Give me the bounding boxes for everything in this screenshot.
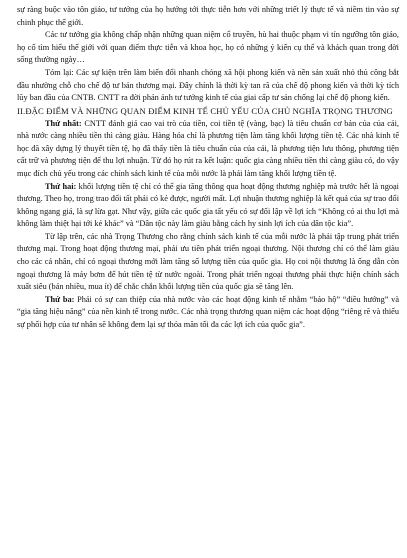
point-first-label: Thứ nhất: <box>45 118 82 128</box>
point-second: Thứ hai: khối lượng tiền tệ chỉ có thể gia tăng thông qua hoạt động thương nghiệp mà trước hết là ngoại thương. Theo họ, trong trao đổi tất phải có kẻ được, người mất. Lợi nhuận thương nghiệp là kết quả của sự trao đổi không ngang giá, là sự lừa gạt. Như vậy, giữa các quốc gia tất yếu có sự đối lập về lợi ích “Không có ai thu lợi mà không làm thiệt hại tới kẻ khác” và “Dân tộc này làm giàu bằng cách hy sinh lợi ích của dân tộc kia”. <box>17 181 399 229</box>
paragraph-thinkers: Các tư tưởng gia không chấp nhận những quan niệm cổ truyền, hù hai thuộc phạm vi tín ngưỡng tôn giáo, họ cố tìm hiểu thế giới với quan điểm thực tiễn và khoa học, họ có những ý kiến cụ thể và khách quan trong đời sống thường ngày… <box>17 30 399 65</box>
point-third-label: Thứ ba: <box>45 294 75 304</box>
paragraph-summary: Tóm lại: Các sự kiện trên làm biến đổi nhanh chóng xã hội phong kiến và nền sản xuất nhỏ thủ công bắt đầu nhường chỗ cho chế độ tư bản thương mại. Đây chính là thời kỳ tan rã của chế độ phong kiến và thời kỳ tích lũy ban đầu của CNTB. CNTT ra đời phản ánh tư tưởng kinh tế của giai cấp tư sản chống lại chế độ phong kiến. <box>17 67 399 103</box>
section-heading: II.ĐẶC ĐIỂM VÀ NHỮNG QUAN ĐIỂM KINH TẾ CHỦ YẾU CỦA CHỦ NGHĨA TRỌNG THƯƠNG <box>17 105 393 116</box>
point-first: Thứ nhất: CNTT đánh giá cao vai trò của tiền, coi tiền tệ (vàng, bạc) là tiêu chuẩn cơ bản của của cải, nhà nước càng nhiều tiền thì càng giàu. Hàng hóa chỉ là phương tiện làm tăng khối lượng tiền tệ. Các nhà kinh tế học đã xây dựng lý thuyết tiền tệ, họ đã thấy tiền là tiêu chuẩn của của cải, là phương tiện lưu thông, phương tiện cất trữ và phương tiện để thu lợi nhuận. Từ đó họ rút ra kết luận: quốc gia càng nhiều tiền thì càng giàu có, do vậy mục đích chủ yếu trong các chính sách kinh tế của mỗi nước là phải làm tăng khối lượng tiền tệ. <box>17 118 399 178</box>
point-second-label: Thứ hai: <box>45 181 77 191</box>
point-third: Thứ ba: Phải có sự can thiệp của nhà nước vào các hoạt động kinh tế nhằm “bảo hộ” “điều hướng” và “gia tăng hiệu năng” của nền kinh tế trong nước. Các nhà trọng thương quan niệm các hoạt động “riêng rẽ và thiếu sự phối hợp của tư nhân sẽ không đem lại sự thỏa mãn tối đa các lợi ích của quốc gia”. <box>17 294 399 330</box>
point-second-continued: Từ lập trên, các nhà Trọng Thương cho rằng chính sách kinh tế của mỗi nước là phải tập trung phát triển thương mại. Trong hoạt động thương mại, phải ưu tiên phát triển ngoại thương. Nội thương chỉ có thể làm giàu cho các cá nhân, chỉ có ngoại thương mới làm tăng số lượng tiền của quốc gia. Họ coi nội thương là ống dẫn còn ngoại thương là máy bơm để hút tiền tệ từ nước ngoài. Trong phát triển ngoại thương phải thực hiện chính sách xuất siêu (bán nhiều, mua ít) để chắc chắn khối lượng tiền của quốc gia sẽ tăng lên. <box>17 231 399 292</box>
paragraph-religion-ties: sự ràng buộc vào tôn giáo, tư tưởng của họ hướng tới thực tiễn hơn với những triết lý thực tế và niềm tin vào sự chinh phục thế giới. <box>17 5 399 27</box>
